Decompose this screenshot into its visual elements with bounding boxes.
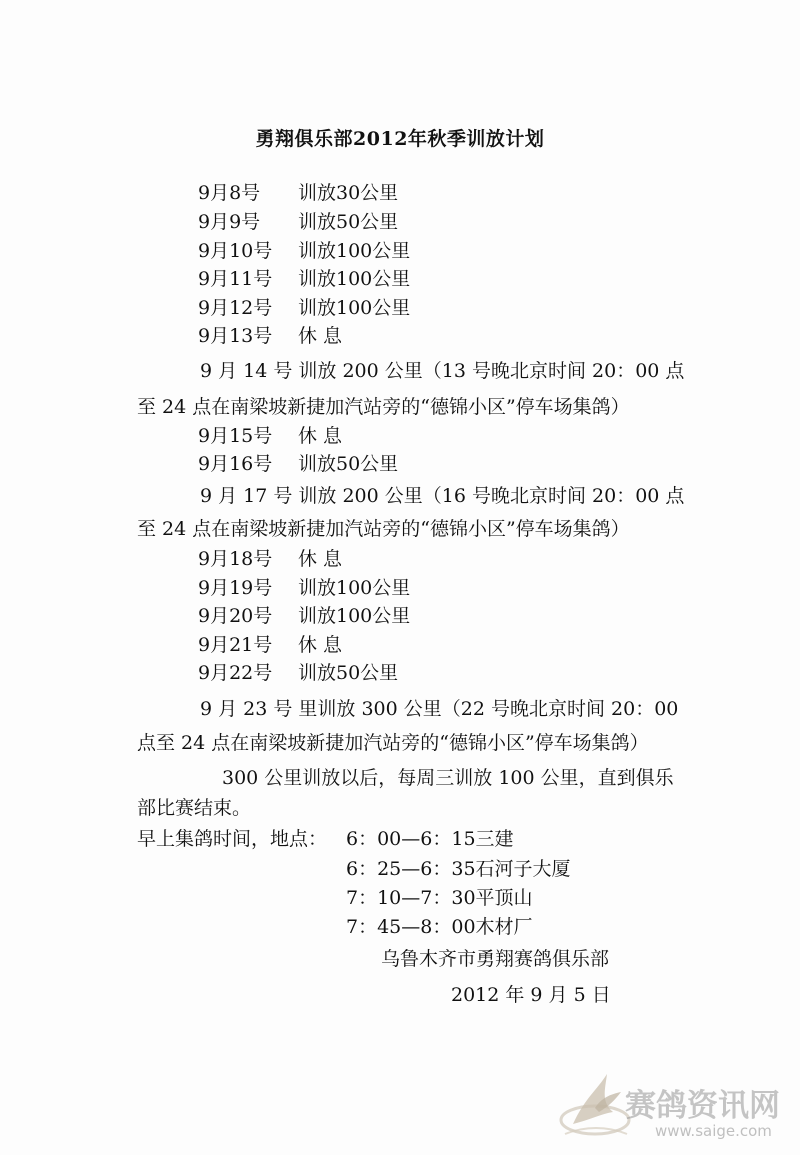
schedule-activity: 训放100公里	[298, 605, 411, 627]
paragraph-line: 点至 24 点在南梁坡新捷加汽站旁的“德锦小区”停车场集鸽）	[137, 732, 649, 754]
schedule-date: 9月13号	[198, 325, 273, 347]
watermark-url: www.saige.com	[655, 1122, 772, 1140]
signature-org: 乌鲁木齐市勇翔赛鸽俱乐部	[381, 948, 610, 970]
schedule-date: 9月16号	[198, 453, 273, 475]
schedule-date: 9月15号	[198, 425, 273, 447]
schedule-activity: 训放100公里	[298, 577, 411, 599]
schedule-activity: 训放30公里	[298, 182, 399, 204]
schedule-activity: 休 息	[298, 425, 343, 447]
schedule-activity: 休 息	[298, 548, 343, 570]
schedule-date: 9月19号	[198, 577, 273, 599]
schedule-date: 9月22号	[198, 662, 273, 684]
schedule-activity: 训放100公里	[298, 268, 411, 290]
document-title: 勇翔俱乐部2012年秋季训放计划	[255, 128, 545, 150]
schedule-date: 9月9号	[198, 211, 261, 233]
schedule-date: 9月20号	[198, 605, 273, 627]
schedule-date: 9月12号	[198, 297, 273, 319]
paragraph-line: 300 公里训放以后，每周三训放 100 公里，直到俱乐	[222, 767, 674, 789]
paragraph-line: 至 24 点在南梁坡新捷加汽站旁的“德锦小区”停车场集鸽）	[137, 396, 630, 418]
paragraph-line: 部比赛结束。	[137, 797, 252, 819]
paragraph-line: 9 月 14 号 训放 200 公里（13 号晚北京时间 20：00 点	[200, 360, 685, 382]
schedule-date: 9月10号	[198, 240, 273, 262]
schedule-activity: 休 息	[298, 325, 343, 347]
schedule-activity: 休 息	[298, 634, 343, 656]
pickup-label: 早上集鸽时间，地点：	[137, 828, 328, 850]
paragraph-line: 9 月 23 号 里训放 300 公里（22 号晚北京时间 20：00	[200, 698, 679, 720]
schedule-activity: 训放50公里	[298, 453, 399, 475]
pickup-item: 6：00—6：15三建	[346, 828, 514, 850]
pickup-item: 7：10—7：30平顶山	[346, 887, 533, 909]
schedule-activity: 训放50公里	[298, 211, 399, 233]
paragraph-line: 9 月 17 号 训放 200 公里（16 号晚北京时间 20：00 点	[200, 485, 685, 507]
pickup-item: 7：45—8：00木材厂	[346, 916, 533, 938]
schedule-activity: 训放100公里	[298, 240, 411, 262]
schedule-activity: 训放50公里	[298, 662, 399, 684]
schedule-date: 9月21号	[198, 634, 273, 656]
schedule-activity: 训放100公里	[298, 297, 411, 319]
pickup-item: 6：25—6：35石河子大厦	[346, 858, 571, 880]
signature-date: 2012 年 9 月 5 日	[451, 984, 611, 1006]
schedule-date: 9月18号	[198, 548, 273, 570]
paragraph-line: 至 24 点在南梁坡新捷加汽站旁的“德锦小区”停车场集鸽）	[137, 518, 630, 540]
site-watermark	[555, 1068, 795, 1148]
pigeon-logo-icon	[555, 1068, 635, 1148]
schedule-date: 9月11号	[198, 268, 273, 290]
schedule-date: 9月8号	[198, 182, 261, 204]
watermark-title: 赛鸽资讯网	[625, 1088, 780, 1124]
